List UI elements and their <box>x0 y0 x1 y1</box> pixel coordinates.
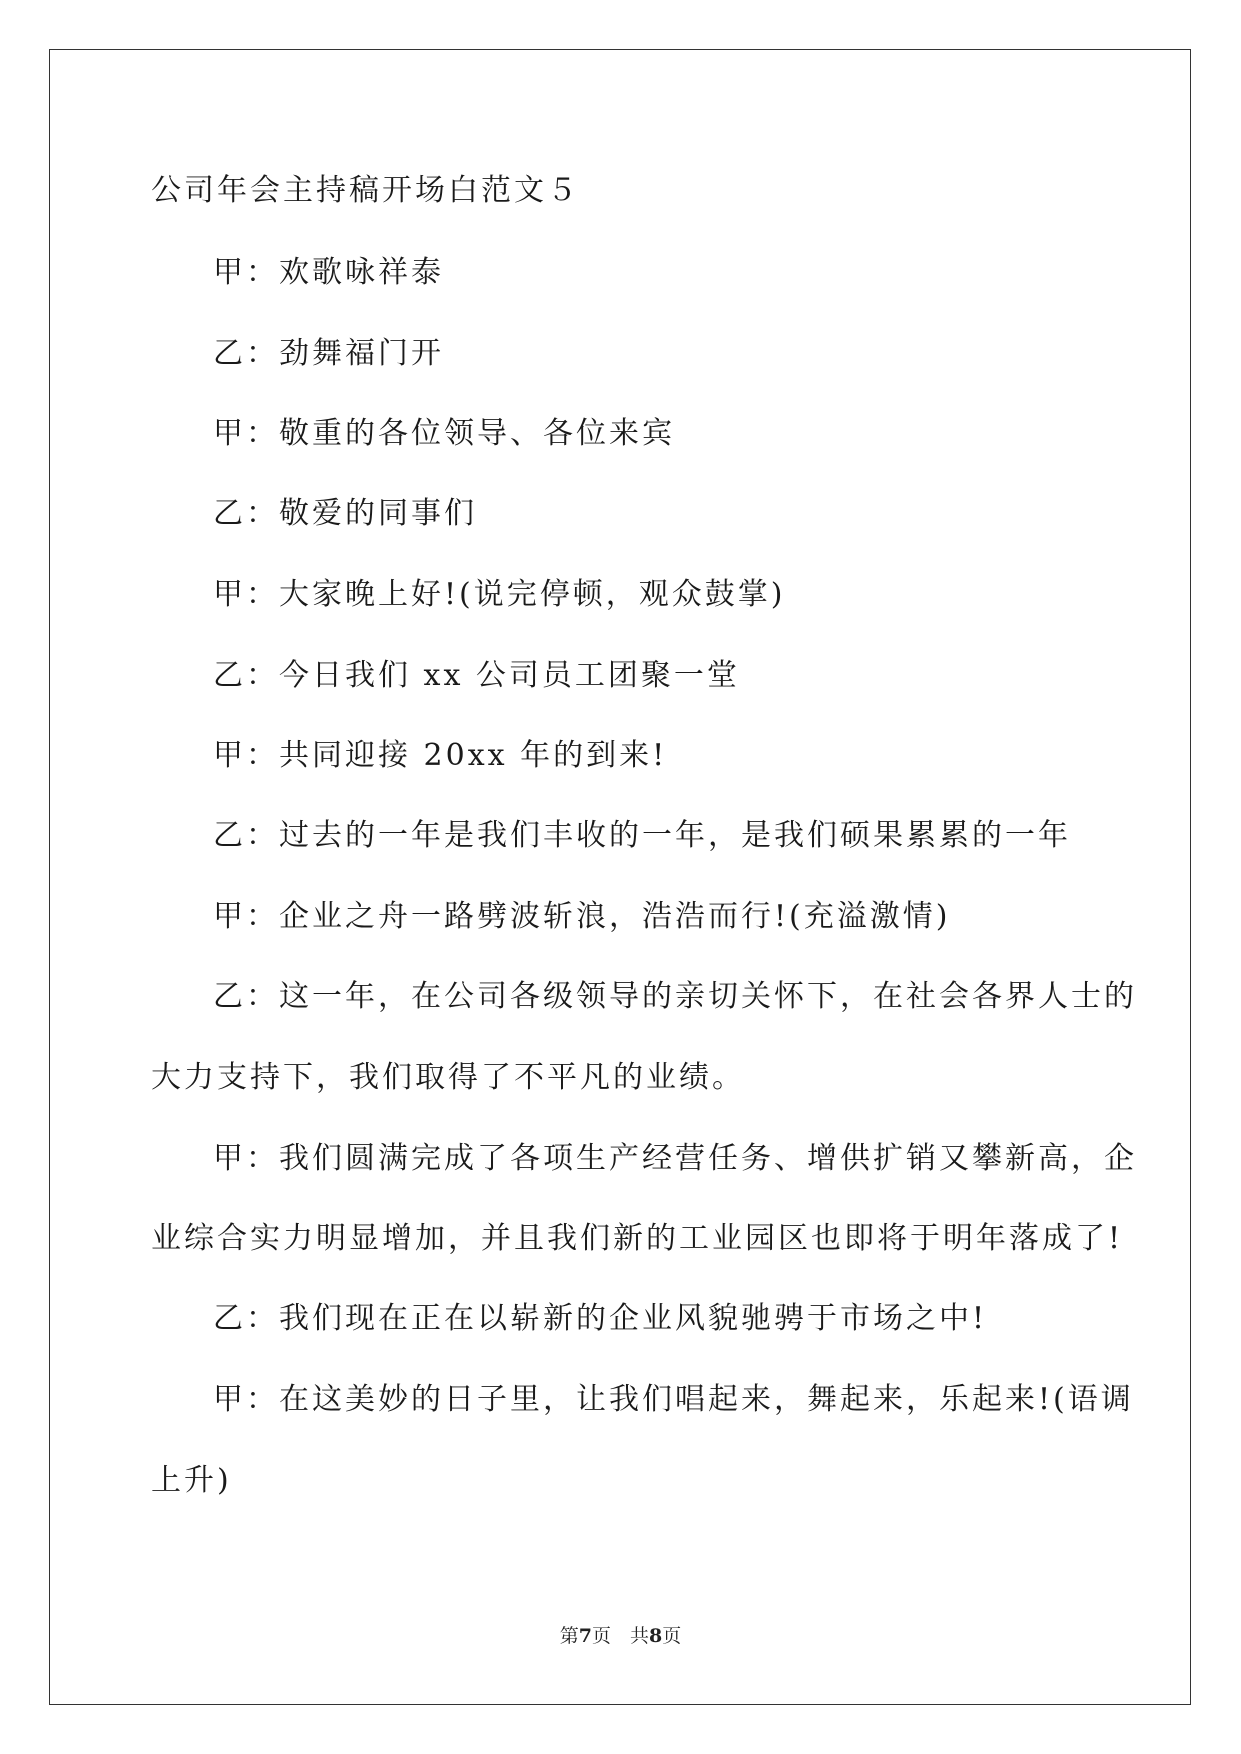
line-15: 甲：在这美妙的日子里，让我们唱起来，舞起来，乐起来!(语调 <box>213 1382 1134 1417</box>
footer-suffix: 页 <box>662 1625 682 1647</box>
line-1: 甲：欢歌咏祥泰 <box>213 255 444 290</box>
line-12: 甲：我们圆满完成了各项生产经营任务、增供扩销又攀新高，企 <box>213 1141 1137 1176</box>
line-11: 大力支持下，我们取得了不平凡的业绩。 <box>151 1060 745 1095</box>
line-6: 乙：今日我们 xx 公司员工团聚一堂 <box>213 658 740 693</box>
line-2: 乙：劲舞福门开 <box>213 336 444 371</box>
line-10: 乙：这一年，在公司各级领导的亲切关怀下，在社会各界人士的 <box>213 979 1137 1014</box>
line-8: 乙：过去的一年是我们丰收的一年，是我们硕果累累的一年 <box>213 818 1071 853</box>
line-16: 上升) <box>151 1463 232 1498</box>
page-border <box>49 49 1191 1705</box>
document-title: 公司年会主持稿开场白范文５ <box>151 173 580 208</box>
line-4: 乙：敬爱的同事们 <box>213 496 477 531</box>
page-current: 7 <box>578 1625 592 1647</box>
footer-prefix: 第 <box>559 1625 579 1647</box>
line-7: 甲：共同迎接 20xx 年的到来! <box>213 738 668 773</box>
line-9: 甲：企业之舟一路劈波斩浪，浩浩而行!(充溢激情) <box>213 899 951 934</box>
line-5: 甲：大家晚上好!(说完停顿，观众鼓掌) <box>213 577 786 612</box>
page-total: 8 <box>649 1625 663 1647</box>
page-footer <box>0 1624 1241 1648</box>
line-14: 乙：我们现在正在以崭新的企业风貌驰骋于市场之中! <box>213 1301 988 1336</box>
line-13: 业综合实力明显增加，并且我们新的工业园区也即将于明年落成了! <box>151 1221 1124 1256</box>
line-3: 甲：敬重的各位领导、各位来宾 <box>213 416 675 451</box>
footer-mid: 页 共 <box>591 1625 649 1647</box>
